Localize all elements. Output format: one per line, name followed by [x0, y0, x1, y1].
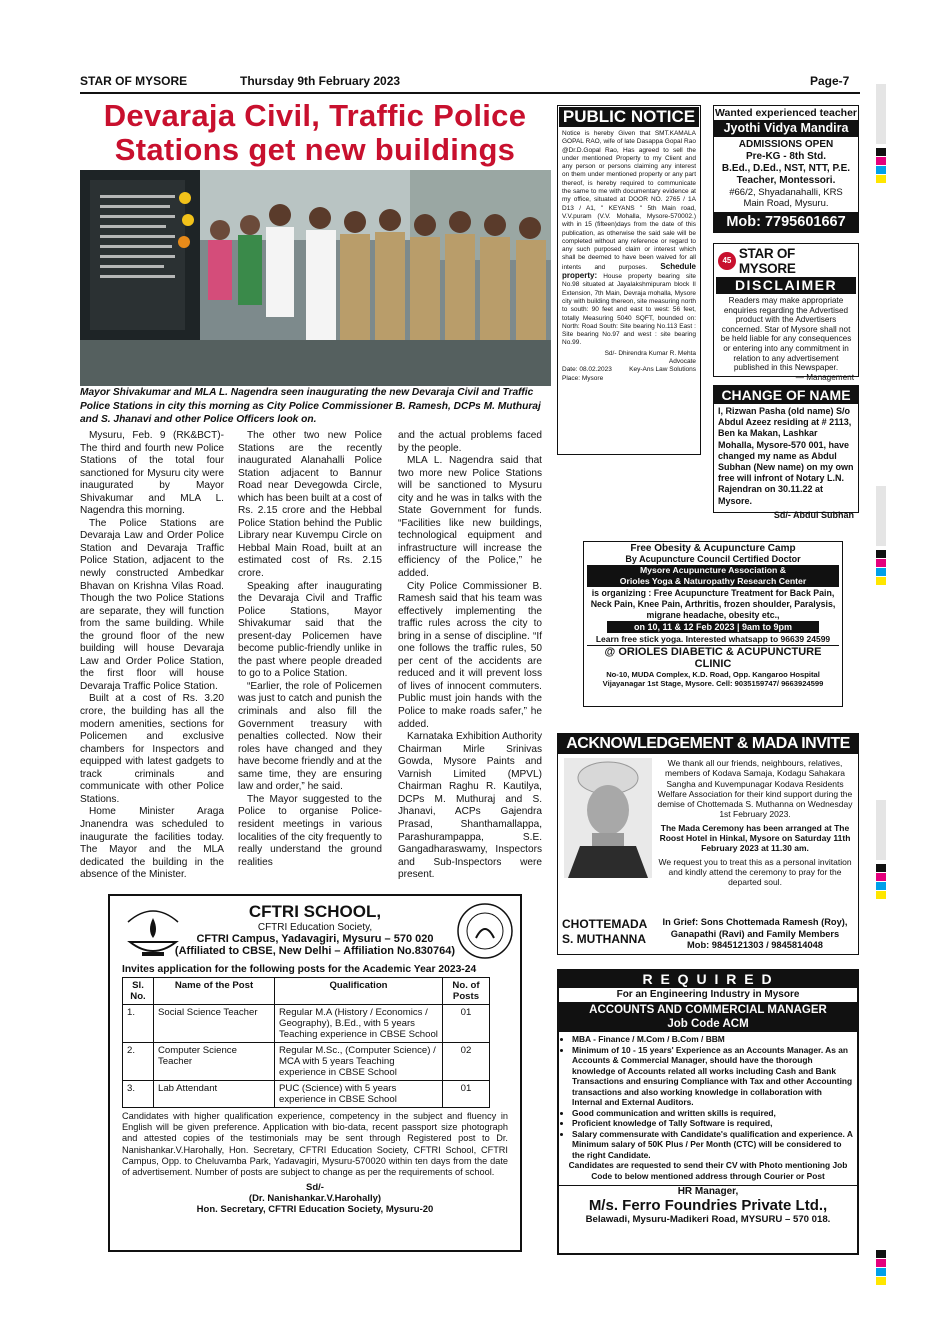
disclaimer-sign: — Management	[795, 372, 854, 382]
paragraph: Mysuru, Feb. 9 (RK&BCT)- The third and fourth new Police Stations of the total four sanctioned for Mysuru city were inaugurated by Mayor Shivakumar and MLA L. Nagendra this morning.	[80, 430, 224, 517]
notice-date: Date: 08.02.2023	[562, 366, 612, 374]
cftri-signature	[110, 1182, 520, 1215]
cftri-seal-icon	[456, 902, 514, 960]
table-header-row	[123, 978, 490, 1005]
ack-name-1: CHOTTEMADA	[562, 917, 648, 931]
required-address: Belawadi, Mysuru-Madikeri Road, MYSURU – 570 018.	[585, 1214, 831, 1225]
header-sl-no: Sl. No.	[123, 978, 154, 1005]
portrait	[564, 758, 652, 878]
clinic-address-1: No-10, MUDA Complex, K.D. Road, Opp. Kangaroo Hospital	[606, 670, 820, 680]
camp-organisers	[587, 565, 839, 587]
story-column-3	[398, 430, 542, 882]
required-points	[563, 1034, 853, 1160]
jyothi-wanted: Wanted experienced teacher	[715, 107, 857, 119]
reg-mark-magenta	[876, 1259, 886, 1267]
ack-para-2: The Mada Ceremony has been arranged at The Roost Hotel in Hinkal, Mysore on Saturday 11th February 2023 at 11.30 am.	[659, 822, 851, 854]
reg-mark-magenta	[876, 157, 886, 165]
camp-title: Free Obesity & Acupuncture Camp	[630, 543, 796, 554]
margin-strip	[876, 800, 886, 860]
cftri-campus: CFTRI Campus, Yadavagiri, Mysuru – 570 020	[196, 933, 434, 945]
paragraph: and the actual problems faced by the people.	[398, 430, 542, 454]
required-job-code: Job Code ACM	[667, 1018, 749, 1030]
story-photo	[80, 170, 551, 386]
masthead-paper: STAR OF MYSORE	[80, 74, 188, 88]
cell-qualification: PUC (Science) with 5 years experience in CBSE School	[275, 1081, 443, 1108]
schedule-text: House property bearing site No.98 situated at Jayalakshmipuram block II Extension, 7th Main, Devraja mohalla, Mysore city with building thereon, site measuring north to south: 90 feet and east to west: 56 feet, totally Measuring 5040 SQFT, bounded on: North: Road South: Site bearing No.113 East : Site bearing No.97 and west : site bearing No.99.	[562, 273, 696, 347]
clinic-address-2: Vijayanagar 1st Stage, Mysore. Cell: 9035159747/ 9663924599	[602, 679, 824, 689]
reg-mark-yellow	[876, 1277, 886, 1285]
cftri-society: CFTRI Education Society,	[257, 922, 373, 933]
reg-mark-black	[876, 1250, 886, 1258]
headline-line-1: Devaraja Civil, Traffic Police	[103, 98, 527, 133]
table-row	[123, 1005, 490, 1043]
cell-post: Social Science Teacher	[154, 1005, 275, 1043]
disclaimer-title: DISCLAIMER	[716, 277, 856, 294]
cell-sl: 3.	[123, 1081, 154, 1108]
disclaimer-ad	[713, 243, 859, 382]
change-name-title: CHANGE OF NAME	[714, 386, 858, 404]
clinic-name: @ ORIOLES DIABETIC & ACUPUNCTURE CLINIC	[587, 645, 839, 670]
paragraph: The other two new Police Stations are the recently inaugurated Alanahalli Police Station adjacent to Bannur Road near Devegowda Circle, which has been built at a cost of Rs. 2.15 crore and the Hebbal Police Station behind the Public Library near Kuvempu Circle on Hebbal Main Road, built at an estimated cost of Rs. 2.15 crore.	[238, 430, 382, 580]
ack-para-1: We thank all our friends, neighbours, relatives, members of Kodava Samaja, Kodagu Sahakara Sangha and Kuvempunagar Kodava Residents Welfare Association for their kind support during the demise of Chottemada S. Muthanna on Wednesday 1st February 2023.	[657, 758, 853, 820]
required-role	[559, 1002, 857, 1032]
reg-mark-magenta	[876, 873, 886, 881]
reg-mark-cyan	[876, 568, 886, 576]
disclaimer-body: Readers may make appropriate enquiries regarding the Advertised product with the Advertisers concerned. Star of Mysore shall not be held liable for any consequences or entering into any commitment in relation to any advertisement published in this Newspaper.	[720, 296, 852, 373]
header-posts: No. of Posts	[443, 978, 490, 1005]
ack-name-2: S. MUTHANNA	[562, 932, 646, 946]
paragraph: Home Minister Araga Jnanendra was scheduled to inaugurate the facilities today. The Mayor and the MLA dedicated the building in the absence of the Minister.	[80, 806, 224, 881]
cftri-posts-table	[122, 977, 490, 1108]
table-row	[123, 1081, 490, 1108]
paragraph: The Police Stations are Devaraja Law and Order Police Station and Devaraja Traffic Police Station, adjacent to the newly constructed Ambedkar Bhavan on Krishna Vilas Road. Though the two Police Stations are separate, they will function from the same building. While the ground floor of the new building will house Devaraja Law and Order Police Station, the first floor will house Devaraja Traffic Police Station.	[80, 517, 224, 692]
required-apply: Candidates are requested to send their CV with Photo mentioning Job Code to below mentioned address through Courier or Post	[568, 1160, 848, 1181]
notice-sign-role: Advocate	[668, 358, 696, 366]
camp-stick-yoga: Learn free stick yoga. Interested whatsapp to 96639 24599	[595, 634, 831, 645]
paragraph: Speaking after inaugurating the Devaraja Civil and Traffic Police Stations, Mayor Shivakumar said that the present-day Policemen have become public-friendly unlike in the past where people dreaded to go to a Police Station.	[238, 580, 382, 680]
ack-title: ACKNOWLEDGEMENT & MADA INVITE	[558, 734, 858, 754]
cftri-signer-role: Hon. Secretary, CFTRI Education Society, Mysuru-20	[196, 1204, 434, 1216]
paragraph: The Mayor suggested to the Police to organise Police-resident meetings in various localities of the city frequently to really understand the ground realities	[238, 793, 382, 868]
cftri-affiliation: (Affiliated to CBSE, New Delhi – Affiliation No.830764)	[174, 945, 456, 957]
cell-post: Computer Science Teacher	[154, 1043, 275, 1081]
table-row	[123, 1043, 490, 1081]
headline-line-2: Stations get new buildings	[114, 132, 516, 167]
cell-qualification: Regular M.A (History / Economics / Geography), B.Ed., with 5 years Teaching experience in CBSE School	[275, 1005, 443, 1043]
public-notice-ad	[557, 105, 701, 455]
margin-strip	[876, 84, 886, 144]
anniversary-badge-icon: 45	[718, 252, 736, 270]
paragraph: Karnataka Exhibition Authority Chairman Mirle Srinivas Gowda, Mysore Paints and Varnish Limited (MPVL) Chairman Raghu R. Kautilya, DCPs M. Muthuraj and S. Jhanavi, ACPs Gajendra Prasad, Shanthamallappa, Parashurampappa, S.E. Gangadharaswamy, Inspectors and Sub-Inspectors were present.	[398, 731, 542, 881]
story-column-1	[80, 430, 224, 882]
margin-strip	[876, 486, 886, 546]
ack-mobile: Mob: 9845121303 / 9845814048	[687, 940, 823, 950]
notice-sign: Sd/- Dhirendra Kumar R. Mehta	[604, 349, 696, 357]
cell-count: 01	[443, 1005, 490, 1043]
reg-mark-yellow	[876, 891, 886, 899]
reg-mark-black	[876, 864, 886, 872]
cftri-title: CFTRI SCHOOL,	[248, 902, 382, 921]
required-ad	[557, 969, 859, 1255]
lamp-logo	[118, 902, 188, 964]
disclaimer-paper: STAR OF MYSORE	[738, 246, 796, 276]
required-role-title: ACCOUNTS AND COMMERCIAL MANAGER	[589, 1004, 827, 1016]
masthead-date: Thursday 9th February 2023	[240, 74, 401, 88]
camp-body: is organizing : Free Acupuncture Treatment for Back Pain, Neck Pain, Knee Pain, Arthritis, frozen shoulder, Paralysis, migrane headache, obesity etc.,	[590, 588, 836, 620]
reg-mark-yellow	[876, 577, 886, 585]
masthead-rule	[80, 92, 860, 94]
cftri-invite: Invites application for the following posts for the Academic Year 2023-24	[122, 964, 477, 975]
required-company: M/s. Ferro Foundries Private Ltd.,	[588, 1197, 828, 1214]
camp-org-2: Orioles Yoga & Naturopathy Research Center	[619, 576, 807, 586]
photo-caption: Mayor Shivakumar and MLA L. Nagendra seen inaugurating the new Devaraja Civil and Traffic Police Stations in city this morning as City Police Commissioner B. Ramesh, DCPs M. Muthuraj and S. Jhanavi and other Police Officers look on.	[80, 387, 541, 425]
cell-sl: 1.	[123, 1005, 154, 1043]
required-subtitle: For an Engineering Industry in Mysore	[616, 989, 800, 1000]
reg-mark-magenta	[876, 559, 886, 567]
jyothi-ad	[713, 105, 859, 233]
inauguration-photo-illustration	[80, 170, 551, 386]
list-item: • Minimum of 10 - 15 years' Experience as an Accounts Manager. As an Accounts & Commercial Manager, should have the thorough knowledge of Accounts related all works including Cash and Bank Transactions and ensuring Compliance with Tax and other Accounting transactions and also working knowledge in collaboration with Internal and External Auditors.	[572, 1045, 853, 1108]
public-notice-title: PUBLIC NOTICE	[559, 107, 699, 127]
jyothi-classes: Pre-KG - 8th Std.	[745, 151, 826, 162]
jyothi-address: #66/2, Shyadanahalli, KRS Main Road, Mysuru.	[729, 187, 843, 209]
cftri-seal	[456, 902, 514, 960]
cell-qualification: Regular M.Sc., (Computer Science) / MCA with 5 years Teaching experience in CBSE School	[275, 1043, 443, 1081]
masthead-page: Page-7	[810, 74, 850, 88]
paragraph: Built at a cost of Rs. 3.20 crore, the building has all the modern amenities, sections for Policemen and exclusive chambers for Inspectors and equipped with latest gadgets to track criminals and communicate with other Police Stations.	[80, 693, 224, 805]
paragraph: “Earlier, the role of Policemen was just to catch and punish the criminals and also fill the Government treasury with penalties collected. Now their roles have changed and they have become friendly and at the same time, they are ensuring law and order,” he said.	[238, 680, 382, 793]
acupuncture-camp-ad	[583, 541, 843, 707]
schedule-label: Schedule property:	[562, 261, 696, 281]
notice-place: Place: Mysore	[562, 374, 604, 382]
required-hr: HR Manager,	[677, 1186, 739, 1197]
required-title: R E Q U I R E D	[559, 971, 857, 988]
header-post: Name of the Post	[154, 978, 275, 1005]
story-column-2	[238, 430, 382, 869]
reg-mark-cyan	[876, 166, 886, 174]
jyothi-school: Jyothi Vidya Mandira	[714, 120, 858, 137]
portrait-photo	[564, 758, 652, 878]
cftri-body: Candidates with higher qualification experience, competency in the subject and fluency in English will be given preference. Application with bio-data, recent passport size photograph and attested copies of the testimonials may be sent through Registered post to Dr. Nanishankar.V.Harohally, Hon. Secretary, CFTRI Education Society, CFTRI School, CFTRI Campus, Opp. to Cheluvamba Park, Yadavagiri, Mysuru-570020 within ten days from the date of advertisement. Number of posts are subject to change as per the requirements of school.	[122, 1111, 508, 1178]
ack-grief	[655, 917, 855, 952]
cftri-sd: Sd/-	[306, 1182, 324, 1194]
jyothi-teachers: B.Ed., D.Ed., NST, NTT, P.E. Teacher, Montessori.	[721, 163, 851, 186]
ack-grief-text: In Grief: Sons Chottemada Ramesh (Roy), Ganapathi (Ravi) and Family Members	[662, 917, 848, 939]
cftri-signer: (Dr. Nanishankar.V.Harohally)	[248, 1193, 382, 1205]
list-item: • MBA - Finance / M.Com / B.Com / BBM	[572, 1034, 853, 1045]
acknowledgement-ad	[557, 733, 859, 955]
list-item: • Good communication and written skills is required,	[572, 1108, 853, 1119]
reg-mark-cyan	[876, 1268, 886, 1276]
public-notice-body	[562, 130, 696, 383]
camp-org-1: Mysore Acupuncture Association &	[639, 565, 787, 575]
jyothi-mobile: Mob: 7795601667	[714, 212, 858, 232]
header-qualification: Qualification	[275, 978, 443, 1005]
cell-sl: 2.	[123, 1043, 154, 1081]
ack-body	[655, 758, 855, 888]
change-name-body: I, Rizwan Pasha (old name) S/o Abdul Azeez residing at # 2113, Ben ka Makan, Lashkar Mohalla, Mysore-570 001, have changed my name as Abdul Subhan (New name) on my own free will infront of Notary L.N. Rajendran on 30.11.22 at Mysore.	[718, 406, 854, 506]
cell-post: Lab Attendant	[154, 1081, 275, 1108]
ack-para-3: We request you to treat this as a personal invitation and kindly attend the ceremony to pray for the departed soul.	[658, 856, 852, 888]
reg-mark-cyan	[876, 882, 886, 890]
camp-dates: on 10, 11 & 12 Feb 2023 | 9am to 9pm	[607, 621, 819, 633]
paragraph: City Police Commissioner B. Ramesh said that his team was effectively implementing the traffic rules across the city to bring in a sense of discipline. “If one follows the traffic rules, 50 per cent of the accidents are reduced and it will prevent loss of lives of innocent commuters. Public must join hands with the Police to make roads safer,” he added.	[398, 580, 542, 730]
cftri-school-ad	[108, 894, 522, 1252]
cell-count: 02	[443, 1043, 490, 1081]
list-item: • Salary commensurate with Candidate's qualification and experience. A Minimum salary of 50K Plus / Per Month (CTC) will be considered to the right Candidate.	[572, 1129, 853, 1161]
required-footer	[559, 1185, 857, 1225]
list-item: • Proficient knowledge of Tally Software is required,	[572, 1118, 853, 1129]
notice-text: Notice is hereby Given that SMT.KAMALA GOPAL RAO, wife of late Dasappa Gopal Rao @Dr.D.Gopal Rao, Has agreed to sell the under mentioned Property to my Client and any person or persons claiming any interest on them under mentioned property or any part thereof, is hereby required to communicate the same to me with documentary evidence at my office, situated at DOOR NO. 2765 / 1A D13 / A1, " KEYANS " 5th Main road, V.V.puram (V.V. Mohalla, Mysore-570002.) with in 15 (fifteen)days from the date of this publication, as otherwise the said sale will be completed without any reference or regard to any such purposed claim or interest which shall be deemed to have been waived for all intents and purposes.	[562, 130, 696, 271]
change-of-name-ad	[713, 385, 859, 520]
camp-subtitle: By Acupuncture Council Certified Doctor	[625, 554, 801, 564]
reg-mark-black	[876, 148, 886, 156]
lamp-logo-icon	[118, 902, 188, 964]
paragraph: MLA L. Nagendra said that two more new Police Stations will be sanctioned to Mysuru city and he was in talks with the State Government for funds. “Facilities like new buildings, technological equipment and infrastructure will increase the efficiency of the Police,” he added.	[398, 455, 542, 580]
notice-firm: Key-Ans Law Solutions	[629, 366, 696, 374]
reg-mark-yellow	[876, 175, 886, 183]
cell-count: 01	[443, 1081, 490, 1108]
jyothi-admissions: ADMISSIONS OPEN	[738, 139, 834, 150]
change-name-sign: Sd/- Abdul Subhan	[773, 509, 854, 520]
reg-mark-black	[876, 550, 886, 558]
story-headline	[80, 99, 550, 167]
ack-name	[562, 917, 647, 947]
